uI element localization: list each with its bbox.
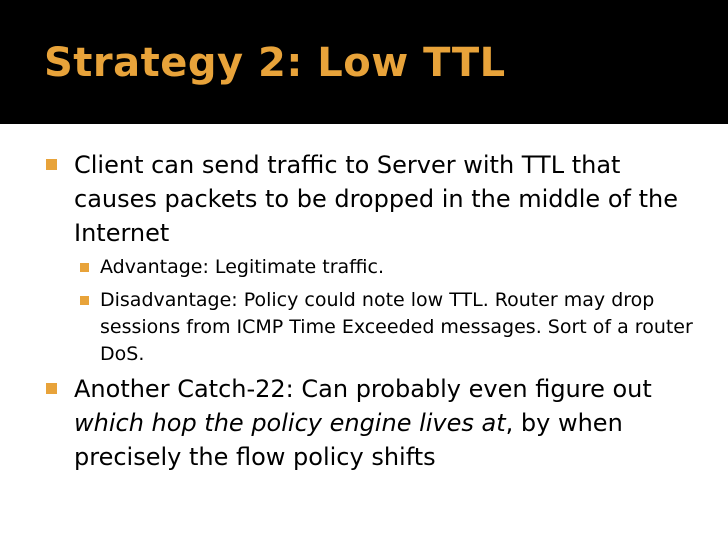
slide-title: Strategy 2: Low TTL (44, 40, 506, 86)
title-bar (0, 0, 728, 124)
sub-bullet-text: Disadvantage: Policy could note low TTL. Router may drop sessions from ICMP Time Exceeded messages. Sort of a router DoS. (100, 289, 693, 365)
bullet-item (40, 148, 700, 250)
sub-bullet-text: Advantage: Legitimate traffic. (100, 256, 385, 278)
bullet-text-part: Another Catch-22: Can probably even figure out (74, 375, 652, 403)
bullet-text-italic: which hop the policy engine lives at (74, 409, 506, 437)
sub-bullet-item (40, 254, 700, 281)
slide-content (40, 148, 700, 474)
bullet-item (40, 372, 700, 474)
bullet-square-icon (46, 383, 57, 394)
sub-bullet-square-icon (80, 296, 89, 305)
bullet-square-icon (46, 159, 57, 170)
bullet-text-part: , by when precisely the flow policy shifts (74, 409, 623, 471)
sub-bullet-square-icon (80, 263, 89, 272)
sub-bullet-item (40, 287, 700, 368)
bullet-text: Client can send traffic to Server with TTL that causes packets to be dropped in the middle of the Internet (74, 151, 678, 247)
